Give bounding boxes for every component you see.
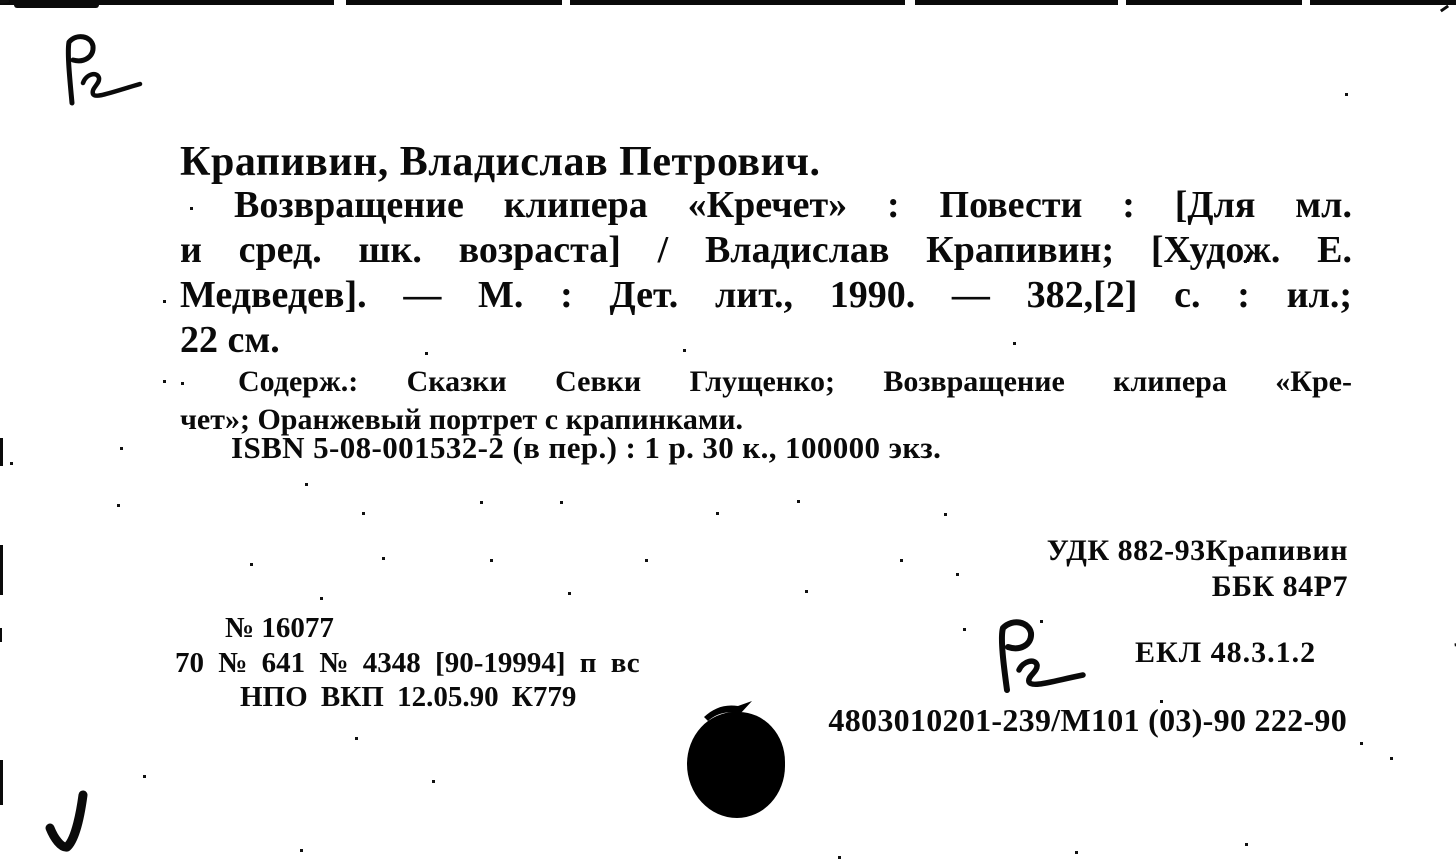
classification-block [1047,533,1348,605]
scan-corner-tick [1440,5,1449,13]
scan-edge-gap [1302,0,1310,6]
contents-line: Содерж.: Сказки Севки Глущенко; Возвращение клипера «Кре- [238,365,1352,398]
catalog-order-code: 4803010201-239/М101 (03)-90 222-90 [828,702,1347,738]
description-line: Медведев]. — М. : Дет. лит., 1990. — 382,[2] с. : ил.; [180,274,1352,316]
scan-left-edge-artifact [0,545,3,595]
isbn-price-line: ISBN 5-08-001532-2 (в пер.) : 1 р. 30 к., 100000 экз. [231,430,942,465]
handwritten-checkmark [40,786,102,858]
processing-stamp-line: НПО ВКП 12.05.90 К779 [240,681,577,713]
scan-edge-gap [562,0,570,6]
scan-top-edge-artifact [0,0,1456,5]
scan-left-edge-artifact [0,760,3,805]
description-line: и сред. шк. возраста] / Владислав Крапивин; [Худож. Е. [180,229,1352,271]
ink-blot-stamp [687,712,785,818]
scan-edge-gap [905,0,915,6]
bbk-number: ББК 84Р7 [1211,570,1348,603]
scan-edge-gap [1118,0,1126,6]
author-heading: Крапивин, Владислав Петрович. [180,139,821,185]
contents-note [180,363,1352,439]
contents-line: чет»; Оранжевый портрет с крапинками. [180,403,744,436]
handwritten-r2-mark-top-left [50,33,150,113]
udc-number: УДК 882-93Крапивин [1046,534,1348,567]
scan-left-edge-artifact [0,438,3,466]
scan-left-edge-artifact [0,628,2,642]
inventory-line: 70 № 641 № 4348 [90-19994] п вс [175,646,640,679]
ekl-number: ЕКЛ 48.3.1.2 [1135,636,1317,669]
library-processing-block [175,611,640,715]
description-line: Возвращение клипера «Кречет» : Повести : [Для мл. [234,184,1352,226]
description-line: 22 см. [180,319,280,361]
scan-edge-gap [334,0,346,6]
scan-top-edge-blob [14,0,99,8]
bibliographic-description [180,183,1352,363]
handwritten-r2-mark-middle [983,618,1093,703]
accession-number: № 16077 [225,612,334,644]
